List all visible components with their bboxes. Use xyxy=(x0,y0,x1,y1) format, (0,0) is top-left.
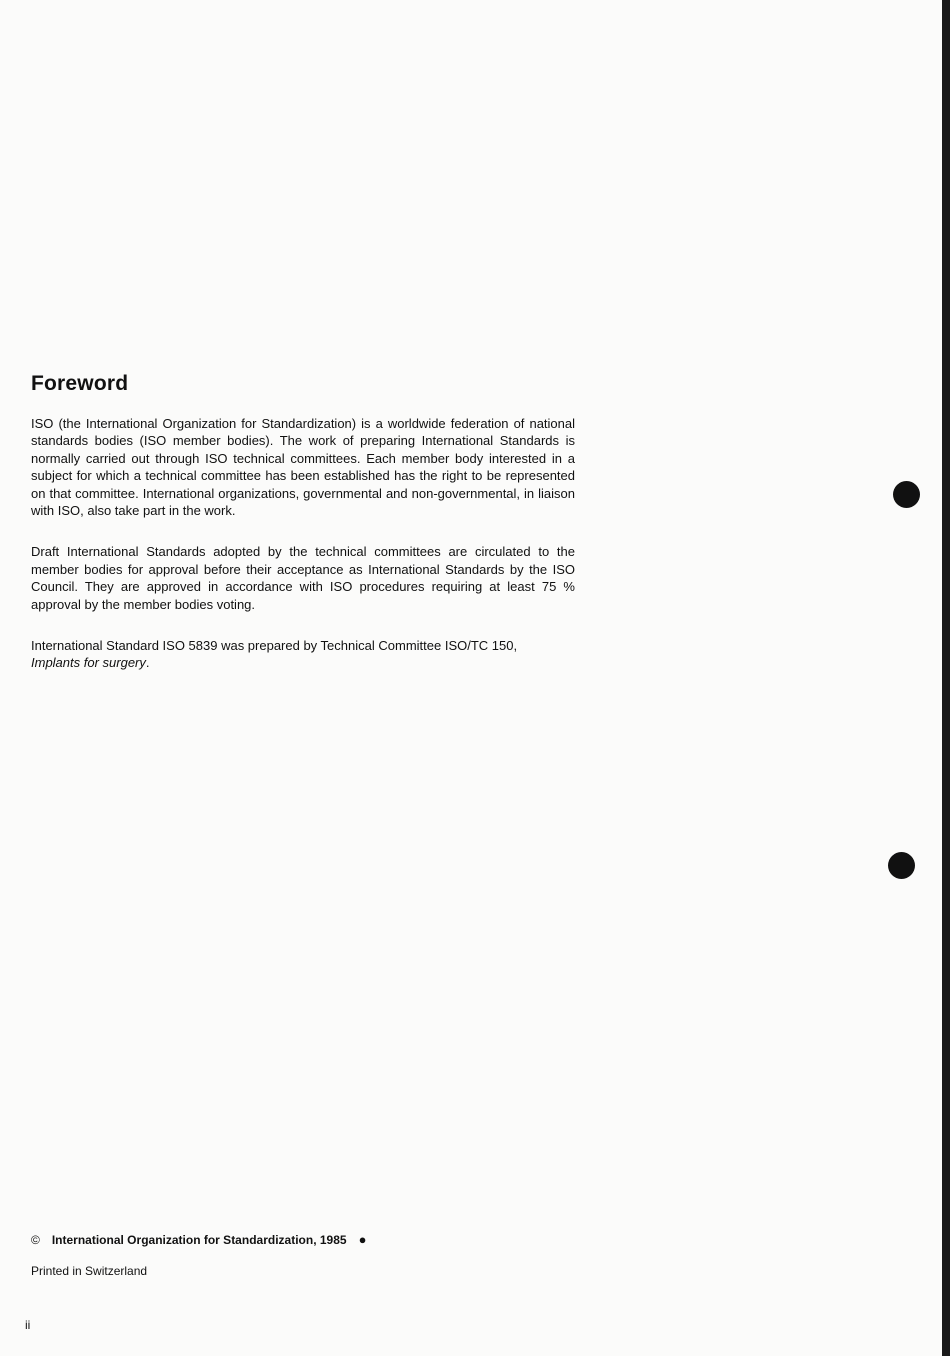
printed-location: Printed in Switzerland xyxy=(31,1264,148,1278)
punch-hole-lower xyxy=(888,852,915,879)
page-number: ii xyxy=(25,1318,31,1332)
page-edge-shadow xyxy=(942,0,950,1356)
punch-hole-upper xyxy=(893,481,920,508)
foreword-body xyxy=(31,415,575,672)
copyright-line xyxy=(31,1232,366,1247)
bullet-icon: ● xyxy=(358,1232,367,1247)
foreword-paragraph-3 xyxy=(31,637,575,672)
committee-title: Implants for surgery xyxy=(31,655,146,671)
foreword-paragraph-1: ISO (the International Organization for Standardization) is a worldwide federation of national standards bodies (ISO member bodies). The work of preparing International Standards is normally carried out through ISO technical committees. Each member body interested in a subject for which a technical committee has been established has the right to be represented on that committee. International organizations, governmental and non-governmental, in liaison with ISO, also take part in the work. xyxy=(31,416,575,519)
copyright-text: International Organization for Standardization, 1985 xyxy=(51,1233,347,1247)
foreword-paragraph-2: Draft International Standards adopted by the technical committees are circulated to the member bodies for approval before their acceptance as International Standards by the ISO Council. They are approved in accordance with ISO procedures requiring at least 75 % approval by the member bodies voting. xyxy=(31,544,575,612)
copyright-symbol: © xyxy=(31,1233,40,1247)
committee-title-period: . xyxy=(145,655,150,671)
prepared-by-text: International Standard ISO 5839 was prepared by Technical Committee ISO/TC 150, xyxy=(31,638,518,654)
foreword-heading: Foreword xyxy=(31,372,129,395)
